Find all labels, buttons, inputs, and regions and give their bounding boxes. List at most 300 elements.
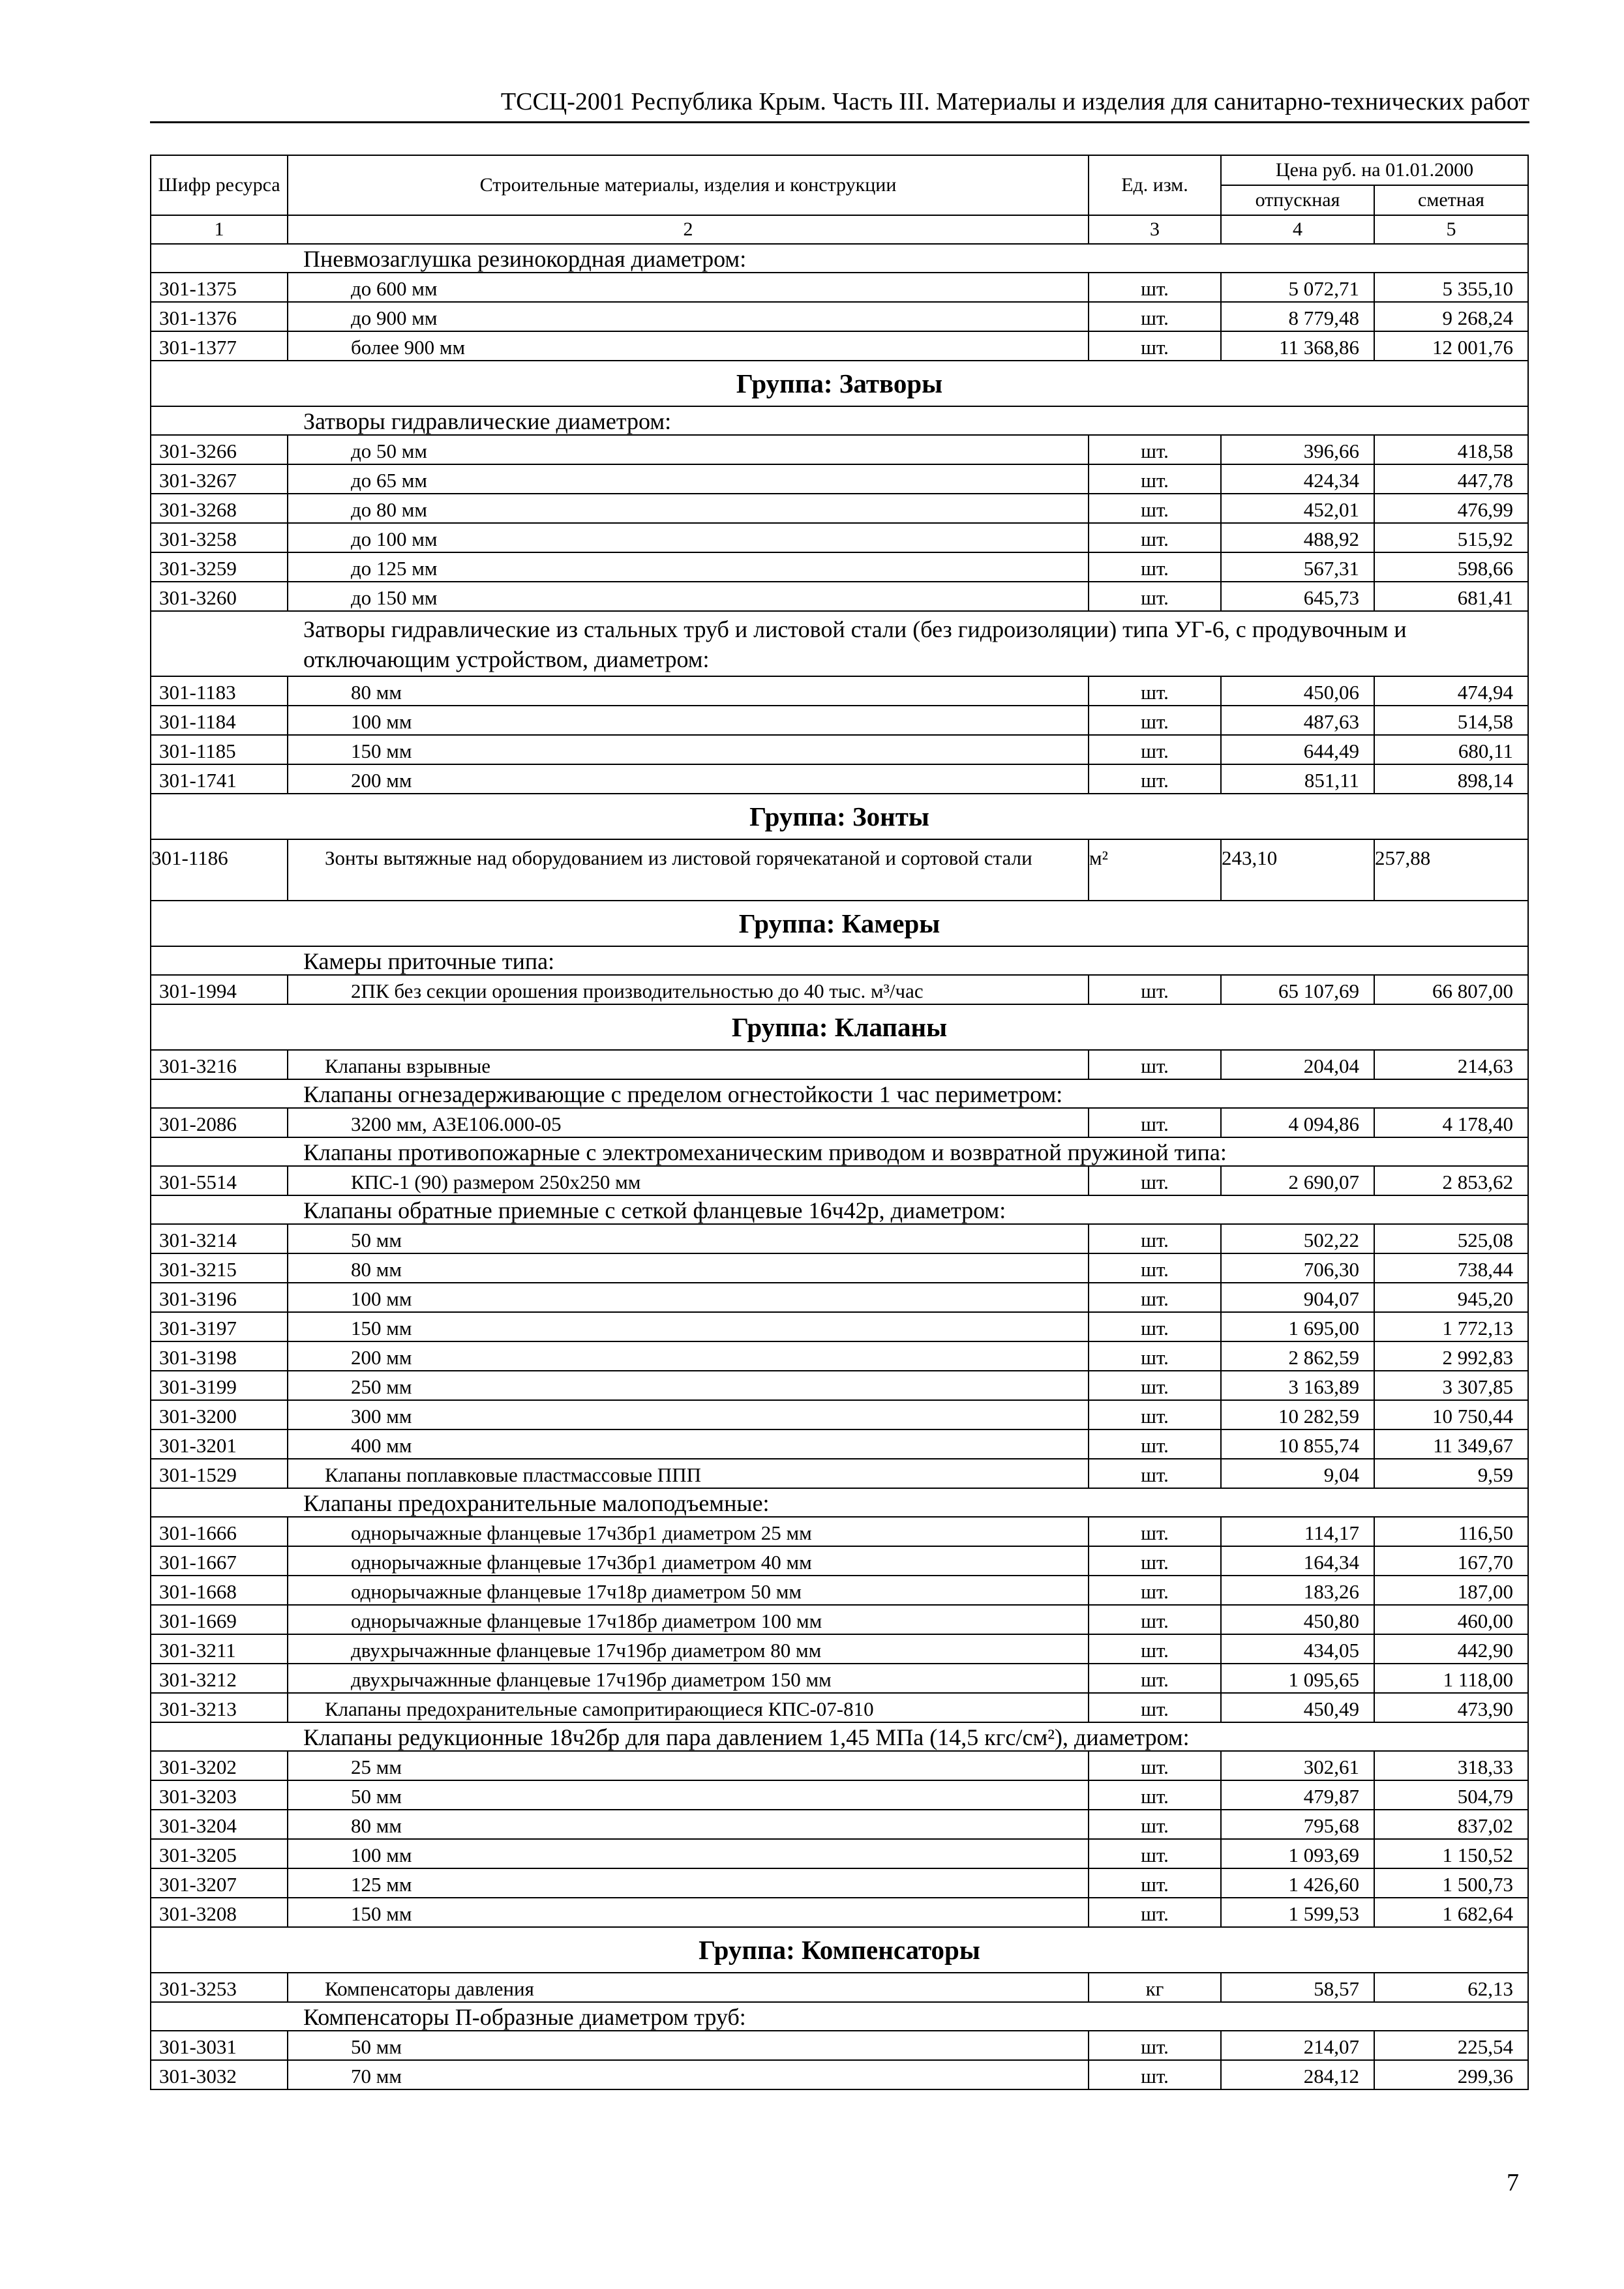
subheading-row	[151, 244, 1528, 273]
release-price: 1 426,60	[1221, 1868, 1374, 1898]
release-price: 58,57	[1221, 1973, 1374, 2002]
item-name: 100 мм	[288, 1839, 1089, 1868]
release-price: 2 862,59	[1221, 1341, 1374, 1371]
resource-code: 301-1375	[151, 273, 288, 302]
unit-cell: шт.	[1089, 1634, 1221, 1664]
unit-cell: шт.	[1089, 552, 1221, 582]
resource-code: 301-3214	[151, 1224, 288, 1253]
item-name: 200 мм	[288, 764, 1089, 794]
estimate-price: 9 268,24	[1374, 302, 1528, 331]
estimate-price: 167,70	[1374, 1546, 1528, 1576]
estimate-price: 257,88	[1374, 839, 1528, 901]
item-name: 200 мм	[288, 1341, 1089, 1371]
estimate-price: 515,92	[1374, 523, 1528, 552]
release-price: 1 093,69	[1221, 1839, 1374, 1868]
release-price: 450,06	[1221, 676, 1374, 706]
estimate-price: 476,99	[1374, 494, 1528, 523]
subheading-row	[151, 1195, 1528, 1224]
table-row	[151, 273, 1528, 302]
item-name: 70 мм	[288, 2060, 1089, 2089]
unit-cell: шт.	[1089, 1839, 1221, 1868]
release-price: 10 282,59	[1221, 1400, 1374, 1429]
release-price: 4 094,86	[1221, 1108, 1374, 1137]
group-heading-row	[151, 901, 1528, 946]
group-heading-text: Группа: Зонты	[151, 794, 1528, 839]
estimate-price: 945,20	[1374, 1283, 1528, 1312]
table-row	[151, 2031, 1528, 2060]
item-name: Клапаны поплавковые пластмассовые ППП	[288, 1459, 1089, 1488]
estimate-price: 214,63	[1374, 1050, 1528, 1079]
resource-code: 301-1666	[151, 1517, 288, 1546]
subheading-text: Клапаны противопожарные с электромеханическим приводом и возвратной пружиной типа:	[151, 1137, 1528, 1166]
subheading-row	[151, 406, 1528, 435]
release-price: 3 163,89	[1221, 1371, 1374, 1400]
subheading-text: Пневмозаглушка резинокордная диаметром:	[151, 244, 1528, 273]
item-name: однорычажные фланцевые 17ч3бр1 диаметром 25 мм	[288, 1517, 1089, 1546]
estimate-price: 11 349,67	[1374, 1429, 1528, 1459]
release-price: 487,63	[1221, 706, 1374, 735]
item-name: двухрычажнные фланцевые 17ч19бр диаметром 80 мм	[288, 1634, 1089, 1664]
subheading-row	[151, 1137, 1528, 1166]
release-price: 396,66	[1221, 435, 1374, 464]
estimate-price: 9,59	[1374, 1459, 1528, 1488]
estimate-price: 460,00	[1374, 1605, 1528, 1634]
unit-cell: шт.	[1089, 1459, 1221, 1488]
resource-code: 301-3212	[151, 1664, 288, 1693]
table-row	[151, 1634, 1528, 1664]
unit-cell: шт.	[1089, 273, 1221, 302]
resource-code: 301-1741	[151, 764, 288, 794]
table-row	[151, 582, 1528, 611]
release-price: 706,30	[1221, 1253, 1374, 1283]
table-row	[151, 1517, 1528, 1546]
release-price: 114,17	[1221, 1517, 1374, 1546]
price-table-container	[150, 155, 1527, 2090]
table-row	[151, 331, 1528, 361]
resource-code: 301-3268	[151, 494, 288, 523]
resource-code: 301-3215	[151, 1253, 288, 1283]
resource-code: 301-3205	[151, 1839, 288, 1868]
unit-cell: шт.	[1089, 1224, 1221, 1253]
unit-cell: шт.	[1089, 582, 1221, 611]
item-name: более 900 мм	[288, 331, 1089, 361]
item-name: Клапаны предохранительные самопритирающиеся КПС-07-810	[288, 1693, 1089, 1722]
resource-code: 301-1186	[151, 839, 288, 901]
unit-cell: шт.	[1089, 764, 1221, 794]
estimate-price: 3 307,85	[1374, 1371, 1528, 1400]
resource-code: 301-3198	[151, 1341, 288, 1371]
item-name: до 50 мм	[288, 435, 1089, 464]
item-name: до 900 мм	[288, 302, 1089, 331]
resource-code: 301-3253	[151, 1973, 288, 2002]
release-price: 450,49	[1221, 1693, 1374, 1722]
column-header-estimate: сметная	[1374, 185, 1528, 215]
price-table	[150, 155, 1529, 2090]
table-row	[151, 676, 1528, 706]
estimate-price: 738,44	[1374, 1253, 1528, 1283]
page-header	[150, 83, 1529, 123]
unit-cell: шт.	[1089, 1050, 1221, 1079]
estimate-price: 473,90	[1374, 1693, 1528, 1722]
table-row	[151, 1341, 1528, 1371]
item-name: 3200 мм, АЗЕ106.000-05	[288, 1108, 1089, 1137]
resource-code: 301-3207	[151, 1868, 288, 1898]
table-body	[151, 244, 1528, 2089]
item-name: КПС-1 (90) размером 250х250 мм	[288, 1166, 1089, 1195]
resource-code: 301-3267	[151, 464, 288, 494]
estimate-price: 898,14	[1374, 764, 1528, 794]
unit-cell: шт.	[1089, 2031, 1221, 2060]
resource-code: 301-3216	[151, 1050, 288, 1079]
table-row	[151, 1810, 1528, 1839]
group-heading-text: Группа: Компенсаторы	[151, 1927, 1528, 1973]
estimate-price: 2 992,83	[1374, 1341, 1528, 1371]
item-name: 80 мм	[288, 1253, 1089, 1283]
resource-code: 301-1183	[151, 676, 288, 706]
unit-cell: шт.	[1089, 1605, 1221, 1634]
resource-code: 301-1185	[151, 735, 288, 764]
estimate-price: 598,66	[1374, 552, 1528, 582]
item-name: 80 мм	[288, 1810, 1089, 1839]
group-heading-row	[151, 361, 1528, 406]
item-name: однорычажные фланцевые 17ч3бр1 диаметром 40 мм	[288, 1546, 1089, 1576]
release-price: 645,73	[1221, 582, 1374, 611]
item-name: 400 мм	[288, 1429, 1089, 1459]
estimate-price: 5 355,10	[1374, 273, 1528, 302]
item-name: до 600 мм	[288, 273, 1089, 302]
resource-code: 301-1994	[151, 975, 288, 1004]
table-row	[151, 1429, 1528, 1459]
group-heading-text: Группа: Затворы	[151, 361, 1528, 406]
item-name: 50 мм	[288, 2031, 1089, 2060]
estimate-price: 62,13	[1374, 1973, 1528, 2002]
estimate-price: 116,50	[1374, 1517, 1528, 1546]
column-header-release: отпускная	[1221, 185, 1374, 215]
resource-code: 301-3211	[151, 1634, 288, 1664]
table-row	[151, 1459, 1528, 1488]
resource-code: 301-3259	[151, 552, 288, 582]
item-name: до 80 мм	[288, 494, 1089, 523]
item-name: 25 мм	[288, 1751, 1089, 1780]
subheading-text: Клапаны обратные приемные с сеткой фланцевые 16ч42р, диаметром:	[151, 1195, 1528, 1224]
release-price: 488,92	[1221, 523, 1374, 552]
table-row	[151, 1400, 1528, 1429]
unit-cell: шт.	[1089, 975, 1221, 1004]
table-row	[151, 1253, 1528, 1283]
subheading-text: Компенсаторы П-образные диаметром труб:	[151, 2002, 1528, 2031]
column-header-price: Цена руб. на 01.01.2000	[1221, 155, 1528, 185]
column-number: 3	[1089, 215, 1221, 244]
resource-code: 301-3213	[151, 1693, 288, 1722]
estimate-price: 504,79	[1374, 1780, 1528, 1810]
release-price: 452,01	[1221, 494, 1374, 523]
subheading-row	[151, 946, 1528, 975]
item-name: Компенсаторы давления	[288, 1973, 1089, 2002]
table-row	[151, 523, 1528, 552]
estimate-price: 680,11	[1374, 735, 1528, 764]
resource-code: 301-3197	[151, 1312, 288, 1341]
resource-code: 301-3203	[151, 1780, 288, 1810]
estimate-price: 525,08	[1374, 1224, 1528, 1253]
unit-cell: кг	[1089, 1973, 1221, 2002]
table-row	[151, 302, 1528, 331]
table-row	[151, 1283, 1528, 1312]
resource-code: 301-3032	[151, 2060, 288, 2089]
table-row	[151, 1224, 1528, 1253]
release-price: 243,10	[1221, 839, 1374, 901]
table-row	[151, 464, 1528, 494]
table-row	[151, 706, 1528, 735]
unit-cell: шт.	[1089, 1576, 1221, 1605]
table-row	[151, 1868, 1528, 1898]
table-row	[151, 494, 1528, 523]
subheading-text: Затворы гидравлические из стальных труб и листовой стали (без гидроизоляции) типа УГ-6, с продувочным и отключающим устройством, диаметром:	[151, 611, 1528, 676]
resource-code: 301-3204	[151, 1810, 288, 1839]
estimate-price: 1 150,52	[1374, 1839, 1528, 1868]
unit-cell: шт.	[1089, 1341, 1221, 1371]
unit-cell: шт.	[1089, 464, 1221, 494]
table-row	[151, 975, 1528, 1004]
release-price: 8 779,48	[1221, 302, 1374, 331]
unit-cell: шт.	[1089, 2060, 1221, 2089]
unit-cell: шт.	[1089, 331, 1221, 361]
item-name: до 150 мм	[288, 582, 1089, 611]
item-name: 100 мм	[288, 706, 1089, 735]
unit-cell: шт.	[1089, 706, 1221, 735]
item-name: 150 мм	[288, 1898, 1089, 1927]
estimate-price: 187,00	[1374, 1576, 1528, 1605]
release-price: 904,07	[1221, 1283, 1374, 1312]
unit-cell: шт.	[1089, 676, 1221, 706]
resource-code: 301-3199	[151, 1371, 288, 1400]
resource-code: 301-3258	[151, 523, 288, 552]
unit-cell: шт.	[1089, 1751, 1221, 1780]
subheading-text: Камеры приточные типа:	[151, 946, 1528, 975]
release-price: 1 599,53	[1221, 1898, 1374, 1927]
resource-code: 301-3208	[151, 1898, 288, 1927]
page-number: 7	[1507, 2169, 1519, 2196]
item-name: 50 мм	[288, 1780, 1089, 1810]
table-row	[151, 552, 1528, 582]
table-row	[151, 1751, 1528, 1780]
item-name: Зонты вытяжные над оборудованием из листовой горячекатаной и сортовой стали	[288, 839, 1089, 901]
item-name: 150 мм	[288, 1312, 1089, 1341]
estimate-price: 1 772,13	[1374, 1312, 1528, 1341]
release-price: 424,34	[1221, 464, 1374, 494]
resource-code: 301-1668	[151, 1576, 288, 1605]
table-row	[151, 2060, 1528, 2089]
estimate-price: 418,58	[1374, 435, 1528, 464]
release-price: 644,49	[1221, 735, 1374, 764]
subheading-row	[151, 1488, 1528, 1517]
item-name: до 65 мм	[288, 464, 1089, 494]
table-row	[151, 1166, 1528, 1195]
subheading-text: Клапаны редукционные 18ч2бр для пара давлением 1,45 МПа (14,5 кгс/см²), диаметром:	[151, 1722, 1528, 1751]
table-row	[151, 1780, 1528, 1810]
release-price: 567,31	[1221, 552, 1374, 582]
resource-code: 301-2086	[151, 1108, 288, 1137]
estimate-price: 447,78	[1374, 464, 1528, 494]
item-name: до 125 мм	[288, 552, 1089, 582]
unit-cell: шт.	[1089, 1253, 1221, 1283]
unit-cell: шт.	[1089, 494, 1221, 523]
release-price: 851,11	[1221, 764, 1374, 794]
group-heading-row	[151, 794, 1528, 839]
unit-cell: шт.	[1089, 302, 1221, 331]
release-price: 795,68	[1221, 1810, 1374, 1839]
subheading-text: Клапаны огнезадерживающие с пределом огнестойкости 1 час периметром:	[151, 1079, 1528, 1108]
unit-cell: шт.	[1089, 735, 1221, 764]
item-name: Клапаны взрывные	[288, 1050, 1089, 1079]
resource-code: 301-1529	[151, 1459, 288, 1488]
resource-code: 301-5514	[151, 1166, 288, 1195]
item-name: 125 мм	[288, 1868, 1089, 1898]
unit-cell: шт.	[1089, 1517, 1221, 1546]
resource-code: 301-1669	[151, 1605, 288, 1634]
resource-code: 301-1377	[151, 331, 288, 361]
estimate-price: 514,58	[1374, 706, 1528, 735]
item-name: 300 мм	[288, 1400, 1089, 1429]
subheading-row	[151, 611, 1528, 676]
estimate-price: 1 118,00	[1374, 1664, 1528, 1693]
release-price: 9,04	[1221, 1459, 1374, 1488]
estimate-price: 681,41	[1374, 582, 1528, 611]
resource-code: 301-1376	[151, 302, 288, 331]
estimate-price: 225,54	[1374, 2031, 1528, 2060]
unit-cell: шт.	[1089, 523, 1221, 552]
table-row	[151, 764, 1528, 794]
estimate-price: 474,94	[1374, 676, 1528, 706]
group-heading-row	[151, 1004, 1528, 1050]
group-heading-text: Группа: Клапаны	[151, 1004, 1528, 1050]
release-price: 1 095,65	[1221, 1664, 1374, 1693]
release-price: 183,26	[1221, 1576, 1374, 1605]
resource-code: 301-1184	[151, 706, 288, 735]
estimate-price: 4 178,40	[1374, 1108, 1528, 1137]
subheading-row	[151, 1079, 1528, 1108]
release-price: 479,87	[1221, 1780, 1374, 1810]
estimate-price: 12 001,76	[1374, 331, 1528, 361]
release-price: 2 690,07	[1221, 1166, 1374, 1195]
item-name: 250 мм	[288, 1371, 1089, 1400]
unit-cell: шт.	[1089, 1546, 1221, 1576]
item-name: до 100 мм	[288, 523, 1089, 552]
table-row	[151, 1576, 1528, 1605]
table-row	[151, 1973, 1528, 2002]
item-name: 2ПК без секции орошения производительностью до 40 тыс. м³/час	[288, 975, 1089, 1004]
estimate-price: 299,36	[1374, 2060, 1528, 2089]
resource-code: 301-3260	[151, 582, 288, 611]
estimate-price: 10 750,44	[1374, 1400, 1528, 1429]
group-heading-text: Группа: Камеры	[151, 901, 1528, 946]
unit-cell: шт.	[1089, 1400, 1221, 1429]
estimate-price: 1 682,64	[1374, 1898, 1528, 1927]
table-row	[151, 1605, 1528, 1634]
release-price: 502,22	[1221, 1224, 1374, 1253]
item-name: 50 мм	[288, 1224, 1089, 1253]
item-name: двухрычажнные фланцевые 17ч19бр диаметром 150 мм	[288, 1664, 1089, 1693]
unit-cell: шт.	[1089, 1898, 1221, 1927]
item-name: однорычажные фланцевые 17ч18бр диаметром 100 мм	[288, 1605, 1089, 1634]
resource-code: 301-3201	[151, 1429, 288, 1459]
column-header-unit: Ед. изм.	[1089, 155, 1221, 215]
subheading-text: Клапаны предохранительные малоподъемные:	[151, 1488, 1528, 1517]
unit-cell: шт.	[1089, 1283, 1221, 1312]
table-row	[151, 735, 1528, 764]
resource-code: 301-1667	[151, 1546, 288, 1576]
estimate-price: 2 853,62	[1374, 1166, 1528, 1195]
resource-code: 301-3196	[151, 1283, 288, 1312]
release-price: 5 072,71	[1221, 273, 1374, 302]
table-row	[151, 839, 1528, 901]
subheading-row	[151, 2002, 1528, 2031]
table-row	[151, 1664, 1528, 1693]
resource-code: 301-3031	[151, 2031, 288, 2060]
column-number: 1	[151, 215, 288, 244]
unit-cell: шт.	[1089, 1108, 1221, 1137]
release-price: 65 107,69	[1221, 975, 1374, 1004]
table-row	[151, 1108, 1528, 1137]
unit-cell: шт.	[1089, 1371, 1221, 1400]
resource-code: 301-3200	[151, 1400, 288, 1429]
subheading-text: Затворы гидравлические диаметром:	[151, 406, 1528, 435]
table-row	[151, 1371, 1528, 1400]
unit-cell: шт.	[1089, 435, 1221, 464]
release-price: 11 368,86	[1221, 331, 1374, 361]
release-price: 164,34	[1221, 1546, 1374, 1576]
release-price: 10 855,74	[1221, 1429, 1374, 1459]
unit-cell: шт.	[1089, 1868, 1221, 1898]
table-row	[151, 435, 1528, 464]
release-price: 204,04	[1221, 1050, 1374, 1079]
table-row	[151, 1693, 1528, 1722]
unit-cell: шт.	[1089, 1664, 1221, 1693]
column-header-name: Строительные материалы, изделия и конструкции	[288, 155, 1089, 215]
unit-cell: шт.	[1089, 1810, 1221, 1839]
estimate-price: 442,90	[1374, 1634, 1528, 1664]
resource-code: 301-3202	[151, 1751, 288, 1780]
table-row	[151, 1839, 1528, 1868]
release-price: 450,80	[1221, 1605, 1374, 1634]
unit-cell: м²	[1089, 839, 1221, 901]
item-name: 80 мм	[288, 676, 1089, 706]
table-row	[151, 1312, 1528, 1341]
unit-cell: шт.	[1089, 1429, 1221, 1459]
column-number: 5	[1374, 215, 1528, 244]
estimate-price: 837,02	[1374, 1810, 1528, 1839]
group-heading-row	[151, 1927, 1528, 1973]
release-price: 214,07	[1221, 2031, 1374, 2060]
release-price: 1 695,00	[1221, 1312, 1374, 1341]
column-number: 4	[1221, 215, 1374, 244]
item-name: 150 мм	[288, 735, 1089, 764]
table-row	[151, 1546, 1528, 1576]
item-name: 100 мм	[288, 1283, 1089, 1312]
estimate-price: 66 807,00	[1374, 975, 1528, 1004]
unit-cell: шт.	[1089, 1312, 1221, 1341]
item-name: однорычажные фланцевые 17ч18р диаметром 50 мм	[288, 1576, 1089, 1605]
column-header-code: Шифр ресурса	[151, 155, 288, 215]
column-number: 2	[288, 215, 1089, 244]
subheading-row	[151, 1722, 1528, 1751]
release-price: 434,05	[1221, 1634, 1374, 1664]
estimate-price: 1 500,73	[1374, 1868, 1528, 1898]
unit-cell: шт.	[1089, 1166, 1221, 1195]
estimate-price: 318,33	[1374, 1751, 1528, 1780]
unit-cell: шт.	[1089, 1693, 1221, 1722]
resource-code: 301-3266	[151, 435, 288, 464]
table-row	[151, 1050, 1528, 1079]
